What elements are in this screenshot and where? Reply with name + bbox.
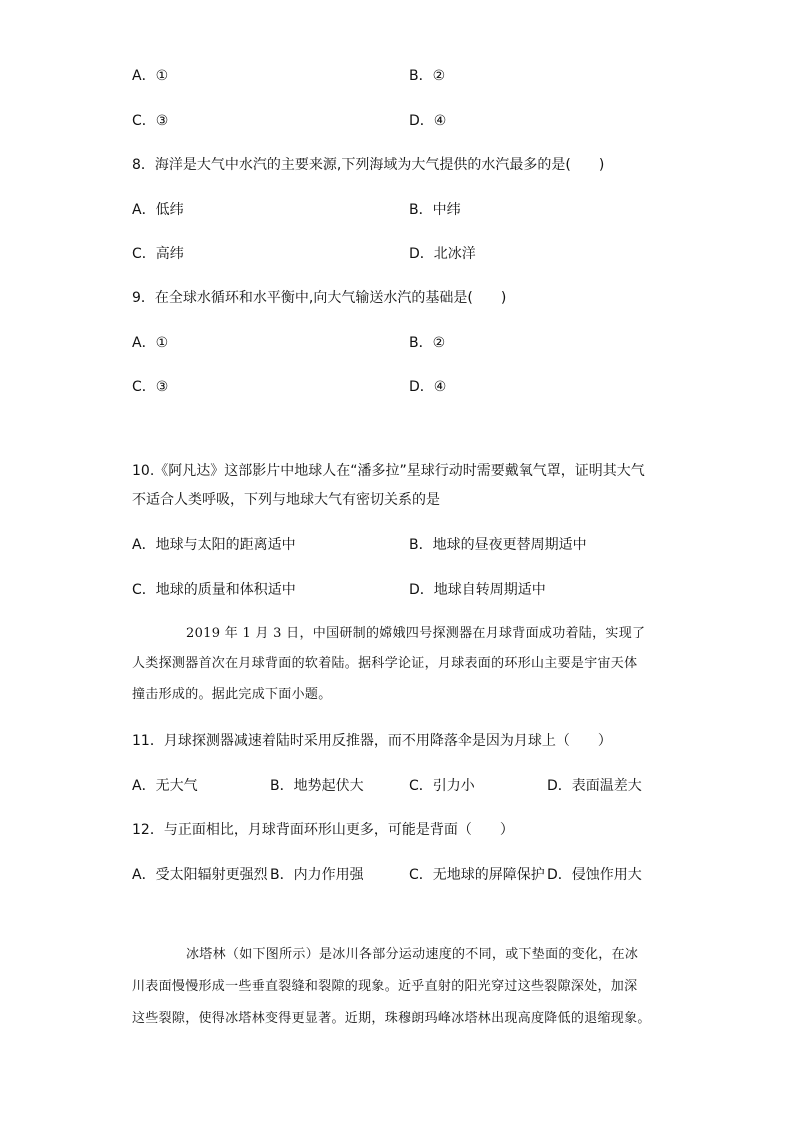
q12-option-a: A．受太阳辐射更强烈 (132, 867, 268, 883)
q10-option-c: C．地球的质量和体积适中 (132, 582, 296, 598)
q12-option-b: B．内力作用强 (270, 867, 364, 883)
passage-1-line1: 2019 年 1 月 3 日，中国研制的嫦娥四号探测器在月球背面成功着陆，实现了 (186, 626, 646, 641)
q11-option-c: C．引力小 (409, 778, 475, 794)
q8-option-d: D．北冰洋 (409, 246, 476, 262)
question-10-stem-line2: 不适合人类呼吸，下列与地球大气有密切关系的是 (132, 492, 440, 508)
q8-option-c: C．高纬 (132, 246, 184, 262)
q11-option-b: B．地势起伏大 (270, 778, 364, 794)
passage-2-line1: 冰塔林（如下图所示）是冰川各部分运动速度的不同，或下垫面的变化，在冰 (186, 947, 639, 962)
q11-option-d: D．表面温差大 (547, 778, 642, 794)
option-a: A．① (132, 68, 169, 84)
passage-1-line3: 撞击形成的。据此完成下面小题。 (132, 687, 332, 702)
passage-2-line2: 川表面慢慢形成一些垂直裂缝和裂隙的现象。近乎直射的阳光穿过这些裂隙深处，加深 (132, 979, 638, 994)
q12-option-c: C．无地球的屏障保护 (409, 867, 545, 883)
q12-option-d: D．侵蚀作用大 (547, 867, 642, 883)
passage-1-line2: 人类探测器首次在月球背面的软着陆。据科学论证，月球表面的环形山主要是宇宙天体 (132, 656, 638, 671)
q8-option-b: B．中纬 (409, 202, 461, 218)
option-b: B．② (409, 68, 446, 84)
question-10-stem-line1: 10.《阿凡达》这部影片中地球人在“潘多拉”星球行动时需要戴氧气罩，证明其大气 (132, 463, 645, 479)
q11-option-a: A．无大气 (132, 778, 198, 794)
q9-option-d: D．④ (409, 379, 447, 395)
passage-2-line3: 这些裂隙，使得冰塔林变得更显著。近期，珠穆朗玛峰冰塔林出现高度降低的退缩现象。 (132, 1011, 651, 1026)
question-9-stem: 9．在全球水循环和水平衡中,向大气输送水汽的基础是( ) (132, 290, 507, 306)
option-d: D．④ (409, 113, 447, 129)
q8-option-a: A．低纬 (132, 202, 184, 218)
q10-option-d: D．地球自转周期适中 (409, 582, 546, 598)
q9-option-a: A．① (132, 335, 169, 351)
q10-option-a: A．地球与太阳的距离适中 (132, 537, 296, 553)
question-12-stem: 12．与正面相比，月球背面环形山更多，可能是背面（ ） (132, 822, 514, 838)
question-11-stem: 11．月球探测器减速着陆时采用反推器，而不用降落伞是因为月球上（ ） (132, 733, 612, 749)
question-8-stem: 8．海洋是大气中水汽的主要来源,下列海域为大气提供的水汽最多的是( ) (132, 157, 605, 173)
q10-option-b: B．地球的昼夜更替周期适中 (409, 537, 587, 553)
q9-option-b: B．② (409, 335, 446, 351)
q9-option-c: C．③ (132, 379, 169, 395)
option-c: C．③ (132, 113, 169, 129)
